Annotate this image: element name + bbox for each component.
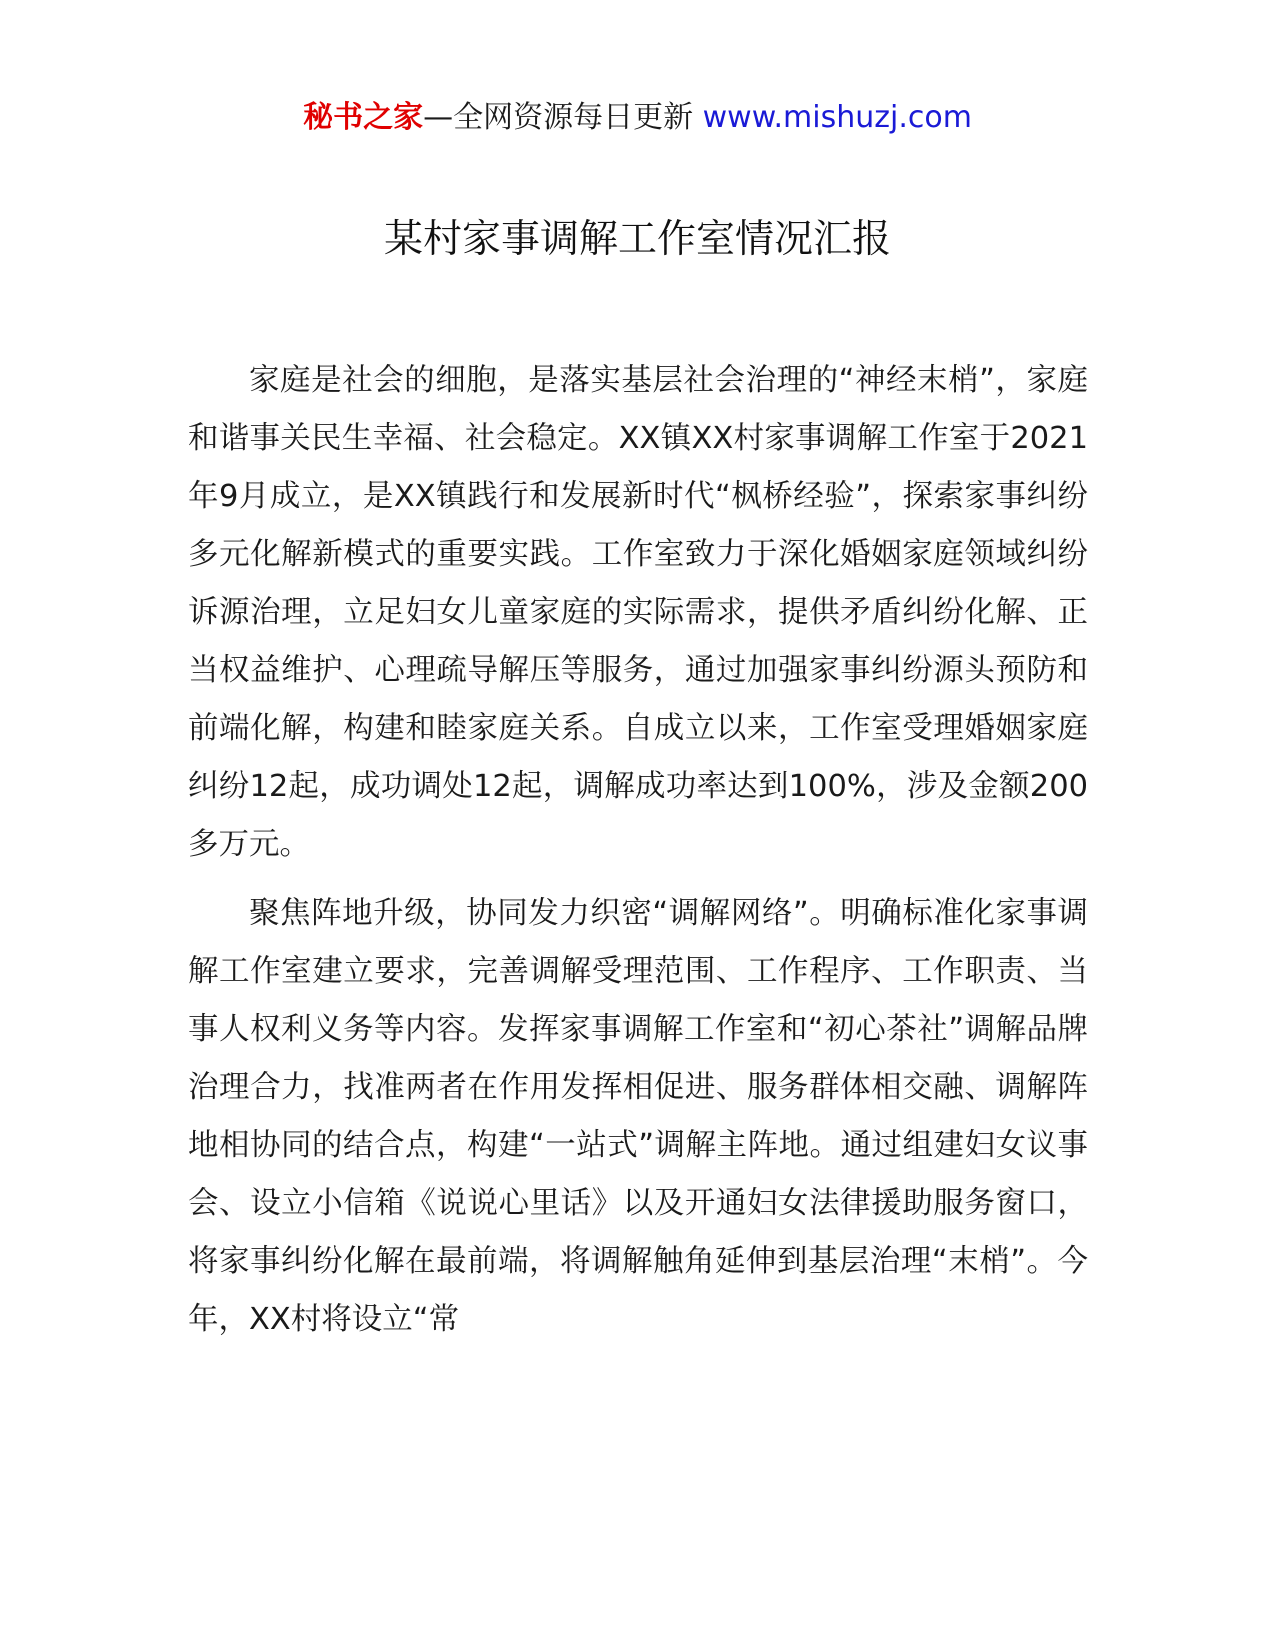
paragraph-mediation-network: 聚焦阵地升级，协同发力织密“调解网络”。明确标准化家事调解工作室建立要求，完善调解受理范围、工作程序、工作职责、当事人权利义务等内容。发挥家事调解工作室和“初心茶社”调解品牌治理合力，找准两者在作用发挥相促进、服务群体相交融、调解阵地相协同的结合点，构建“一站式”调解主阵地。通过组建妇女议事会、设立小信箱《说说心里话》以及开通妇女法律援助服务窗口，将家事纠纷化解在最前端，将调解触角延伸到基层治理“末梢”。今年，XX村将设立“常 <box>188 896 1088 1337</box>
paragraph-intro: 家庭是社会的细胞，是落实基层社会治理的“神经末梢”，家庭和谐事关民生幸福、社会稳定。XX镇XX村家事调解工作室于2021年9月成立，是XX镇践行和发展新时代“枫桥经验”，探索家事纠纷多元化解新模式的重要实践。工作室致力于深化婚姻家庭领域纠纷诉源治理，立足妇女儿童家庭的实际需求，提供矛盾纠纷化解、正当权益维护、心理疏导解压等服务，通过加强家事纠纷源头预防和前端化解，构建和睦家庭关系。自成立以来，工作室受理婚姻家庭纠纷12起，成功调处12起，调解成功率达到100%，涉及金额200多万元。 <box>188 363 1088 862</box>
site-tagline: —全网资源每日更新 <box>423 100 694 135</box>
document-title: 某村家事调解工作室情况汇报 <box>383 217 891 262</box>
site-header <box>0 96 1275 140</box>
site-url-link[interactable]: www.mishuzj.com <box>702 100 972 135</box>
document-body <box>188 352 1088 1360</box>
site-brand: 秘书之家 <box>303 100 424 135</box>
